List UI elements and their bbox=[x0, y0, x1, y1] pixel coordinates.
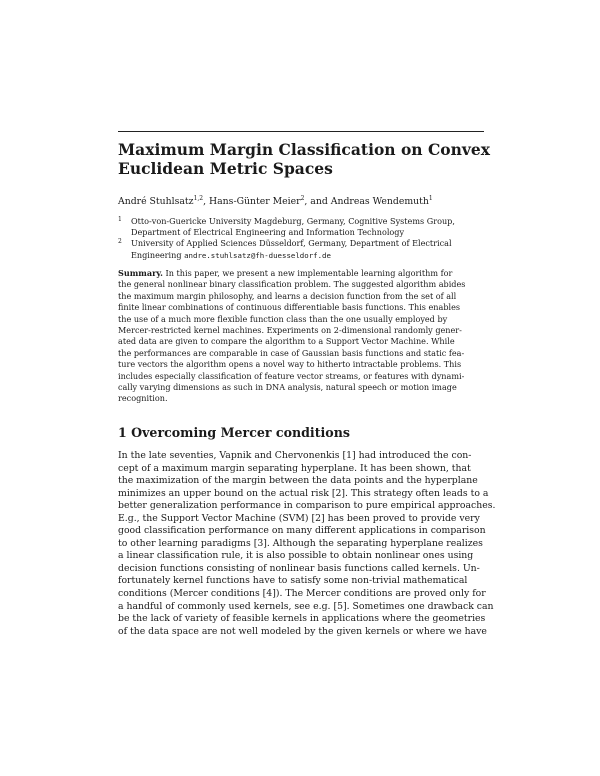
body-line: a handful of commonly used kernels, see e.g. [5]. Sometimes one drawback can bbox=[118, 600, 494, 612]
body-line: be the lack of variety of feasible kernels in applications where the geometries bbox=[118, 613, 486, 625]
abstract-line: recognition. bbox=[118, 393, 168, 404]
affiliation-2-line-2 bbox=[131, 250, 498, 261]
abstract-line: the maximum margin philosophy, and learns a decision function from the set of all bbox=[118, 290, 457, 301]
body-line: minimizes an upper bound on the actual risk [2]. This strategy often leads to a bbox=[118, 487, 489, 499]
author-email: andre.stuhlsatz@fh-duesseldorf.de bbox=[184, 250, 331, 260]
affiliations bbox=[118, 216, 498, 261]
abstract bbox=[118, 268, 498, 405]
body-line: conditions (Mercer conditions [4]). The Mercer conditions are proved only for bbox=[118, 588, 486, 600]
author-sep-1: , bbox=[203, 196, 210, 207]
author-3-affil: 1 bbox=[428, 194, 433, 202]
affiliation-2-line-1: University of Applied Sciences Düsseldorf, Germany, Department of Electrical bbox=[131, 238, 452, 249]
author-sep-2: , and bbox=[304, 196, 331, 207]
author-1: André Stuhlsatz bbox=[118, 196, 194, 207]
body-line: a linear classification rule, it is also possible to obtain nonlinear ones using bbox=[118, 550, 474, 562]
body-line: to other learning paradigms [3]. Although the separating hyperplane realizes bbox=[118, 537, 483, 549]
abstract-line: ated data are given to compare the algorithm to a Support Vector Machine. While bbox=[118, 336, 455, 347]
abstract-line: cally varying dimensions as such in DNA analysis, natural speech or motion image bbox=[118, 382, 457, 393]
author-3: Andreas Wendemuth bbox=[330, 196, 429, 207]
top-rule bbox=[118, 131, 484, 132]
body-line: fortunately kernel functions have to satisfy some non-trivial mathematical bbox=[118, 575, 468, 587]
abstract-line: the use of a much more flexible function class than the one usually employed by bbox=[118, 313, 448, 324]
body-line: In the late seventies, Vapnik and Chervonenkis [1] had introduced the con- bbox=[118, 450, 472, 461]
abstract-line bbox=[118, 268, 498, 279]
author-2-affil: 2 bbox=[300, 194, 305, 202]
body-line: of the data space are not well modeled by the given kernels or where we have bbox=[118, 625, 487, 637]
abstract-line: includes especially classification of feature vector streams, or features with dynami- bbox=[118, 370, 465, 381]
body-line: the maximization of the margin between the data points and the hyperplane bbox=[118, 475, 478, 487]
body-line: better generalization performance in comparison to pure empirical approaches. bbox=[118, 500, 496, 512]
affiliation-1 bbox=[118, 216, 498, 238]
affiliation-1-line-2: Department of Electrical Engineering and Information Technology bbox=[131, 227, 405, 238]
body-line: good classification performance on many different applications in comparison bbox=[118, 525, 486, 537]
section-heading: 1 Overcoming Mercer conditions bbox=[118, 425, 350, 440]
affiliation-2 bbox=[118, 238, 498, 260]
body-line: decision functions consisting of nonlinear basis functions called kernels. Un- bbox=[118, 562, 480, 574]
affiliation-1-number: 1 bbox=[118, 216, 122, 223]
abstract-label: Summary. bbox=[118, 268, 163, 278]
title-line-1: Maximum Margin Classification on Convex bbox=[118, 140, 491, 159]
body-line: E.g., the Support Vector Machine (SVM) [2] has been proved to provide very bbox=[118, 512, 480, 524]
author-list bbox=[118, 196, 498, 207]
paper-title bbox=[118, 140, 498, 178]
abstract-line: finite linear combinations of continuous differentiable basis functions. This enables bbox=[118, 302, 461, 313]
author-2: Hans-Günter Meier bbox=[209, 196, 301, 207]
abstract-line: the general nonlinear binary classification problem. The suggested algorithm abides bbox=[118, 279, 466, 290]
affiliation-2-number: 2 bbox=[118, 238, 122, 246]
section-body bbox=[118, 450, 498, 638]
affiliation-1-line-1: Otto-von-Guericke University Magdeburg, Germany, Cognitive Systems Group, bbox=[131, 216, 455, 226]
abstract-line-text: In this paper, we present a new implementable learning algorithm for bbox=[162, 268, 453, 278]
body-line: cept of a maximum margin separating hyperplane. It has been shown, that bbox=[118, 462, 471, 474]
author-1-affil: 1,2 bbox=[193, 194, 204, 202]
title-line-2: Euclidean Metric Spaces bbox=[118, 159, 333, 178]
abstract-line: ture vectors the algorithm opens a novel way to hitherto intractable problems. This bbox=[118, 359, 462, 370]
abstract-line: Mercer-restricted kernel machines. Experiments on 2-dimensional randomly gener- bbox=[118, 325, 462, 336]
affiliation-2-prefix: Engineering bbox=[131, 249, 185, 260]
abstract-line: the performances are comparable in case of Gaussian basis functions and static fea- bbox=[118, 347, 465, 358]
